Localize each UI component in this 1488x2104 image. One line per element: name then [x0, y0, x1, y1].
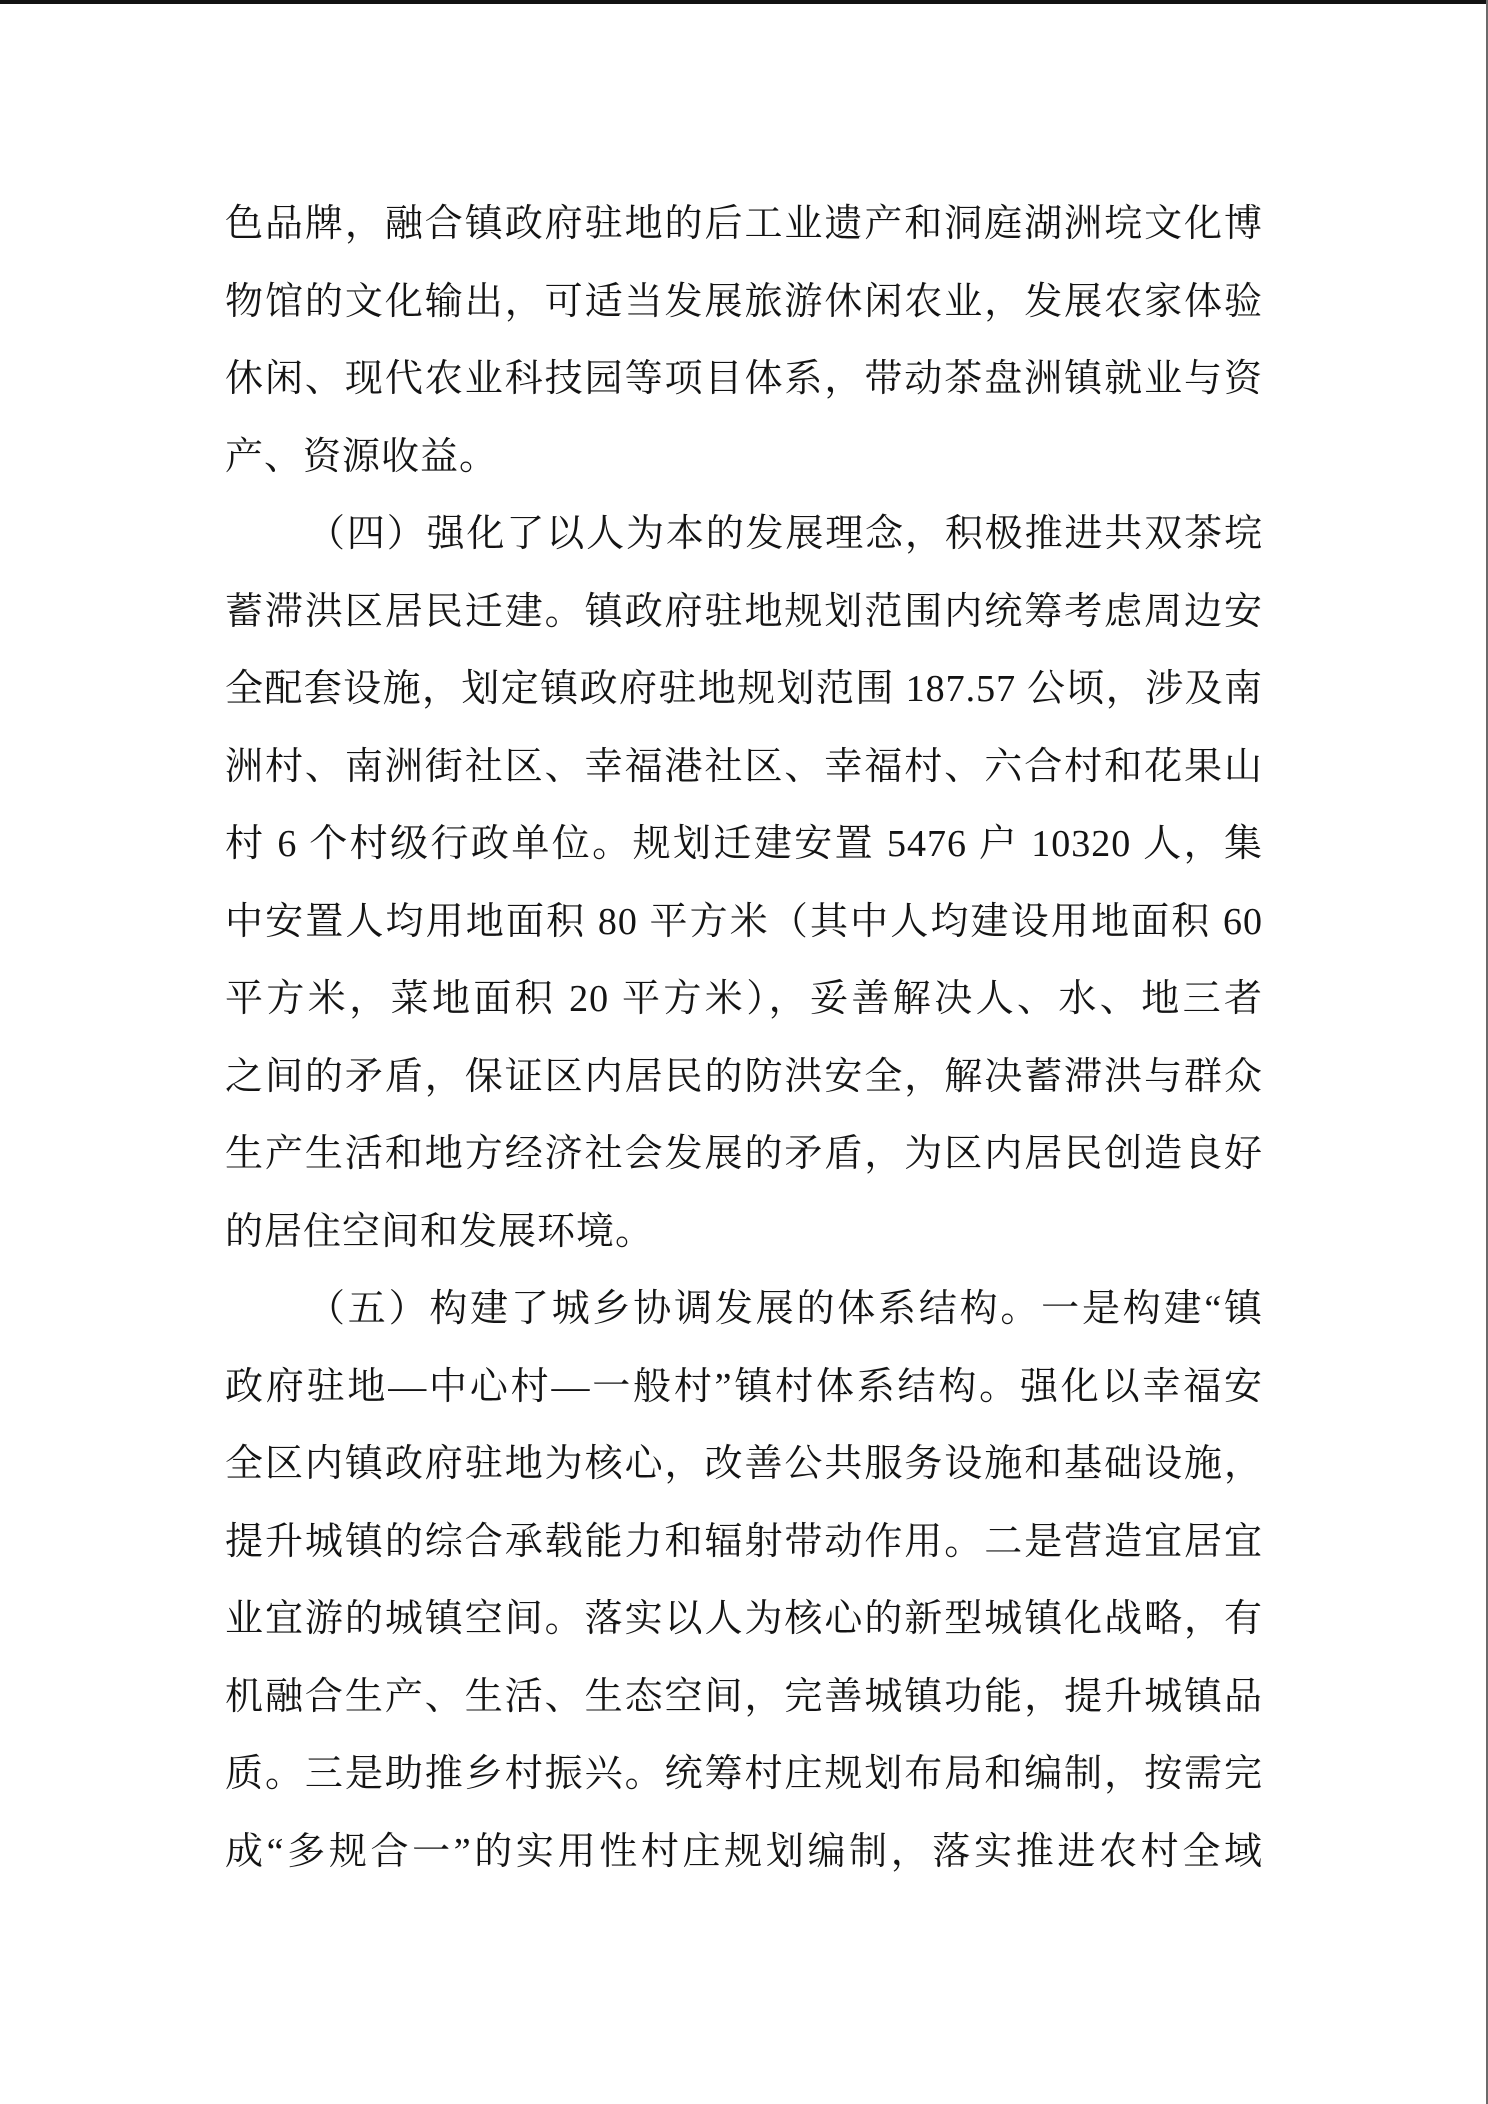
text-line: 中安置人均用地面积 80 平方米（其中人均建设用地面积 60 [225, 900, 1263, 943]
text-line: 产、资源收益。 [225, 435, 499, 478]
document-body [225, 186, 1263, 1891]
text-line: 全配套设施，划定镇政府驻地规划范围 187.57 公顷，涉及南 [225, 668, 1263, 710]
text-line: 质。三是助推乡村振兴。统筹村庄规划布局和编制，按需完 [225, 1753, 1263, 1795]
text-line: 洲村、南洲街社区、幸福港社区、幸福村、六合村和花果山 [225, 745, 1263, 788]
text-line: 生产生活和地方经济社会发展的矛盾，为区内居民创造良好 [225, 1133, 1263, 1175]
text-line: 休闲、现代农业科技园等项目体系，带动茶盘洲镇就业与资 [225, 358, 1263, 400]
text-line: 的居住空间和发展环境。 [225, 1210, 655, 1253]
scan-top-edge-artifact [0, 0, 1488, 4]
text-line: 平方米，菜地面积 20 平方米），妥善解决人、水、地三者 [225, 978, 1263, 1020]
text-line: 之间的矛盾，保证区内居民的防洪安全，解决蓄滞洪与群众 [225, 1055, 1263, 1098]
text-line: 物馆的文化输出，可适当发展旅游休闲农业，发展农家体验 [225, 280, 1263, 323]
text-line: 业宜游的城镇空间。落实以人为核心的新型城镇化战略，有 [225, 1598, 1263, 1640]
text-line: 政府驻地—中心村—一般村”镇村体系结构。强化以幸福安 [225, 1365, 1263, 1408]
text-line: （四）强化了以人为本的发展理念，积极推进共双茶垸 [307, 513, 1263, 555]
text-line: 成“多规合一”的实用性村庄规划编制，落实推进农村全域 [225, 1830, 1263, 1873]
text-line: 机融合生产、生活、生态空间，完善城镇功能，提升城镇品 [225, 1675, 1263, 1718]
text-line: 全区内镇政府驻地为核心，改善公共服务设施和基础设施， [225, 1443, 1263, 1485]
text-line: 色品牌，融合镇政府驻地的后工业遗产和洞庭湖洲垸文化博 [225, 203, 1263, 245]
text-line: 蓄滞洪区居民迁建。镇政府驻地规划范围内统筹考虑周边安 [225, 590, 1263, 633]
text-line: 村 6 个村级行政单位。规划迁建安置 5476 户 10320 人，集 [225, 823, 1263, 865]
text-line: （五）构建了城乡协调发展的体系结构。一是构建“镇 [307, 1288, 1263, 1330]
text-line: 提升城镇的综合承载能力和辐射带动作用。二是营造宜居宜 [225, 1520, 1263, 1563]
